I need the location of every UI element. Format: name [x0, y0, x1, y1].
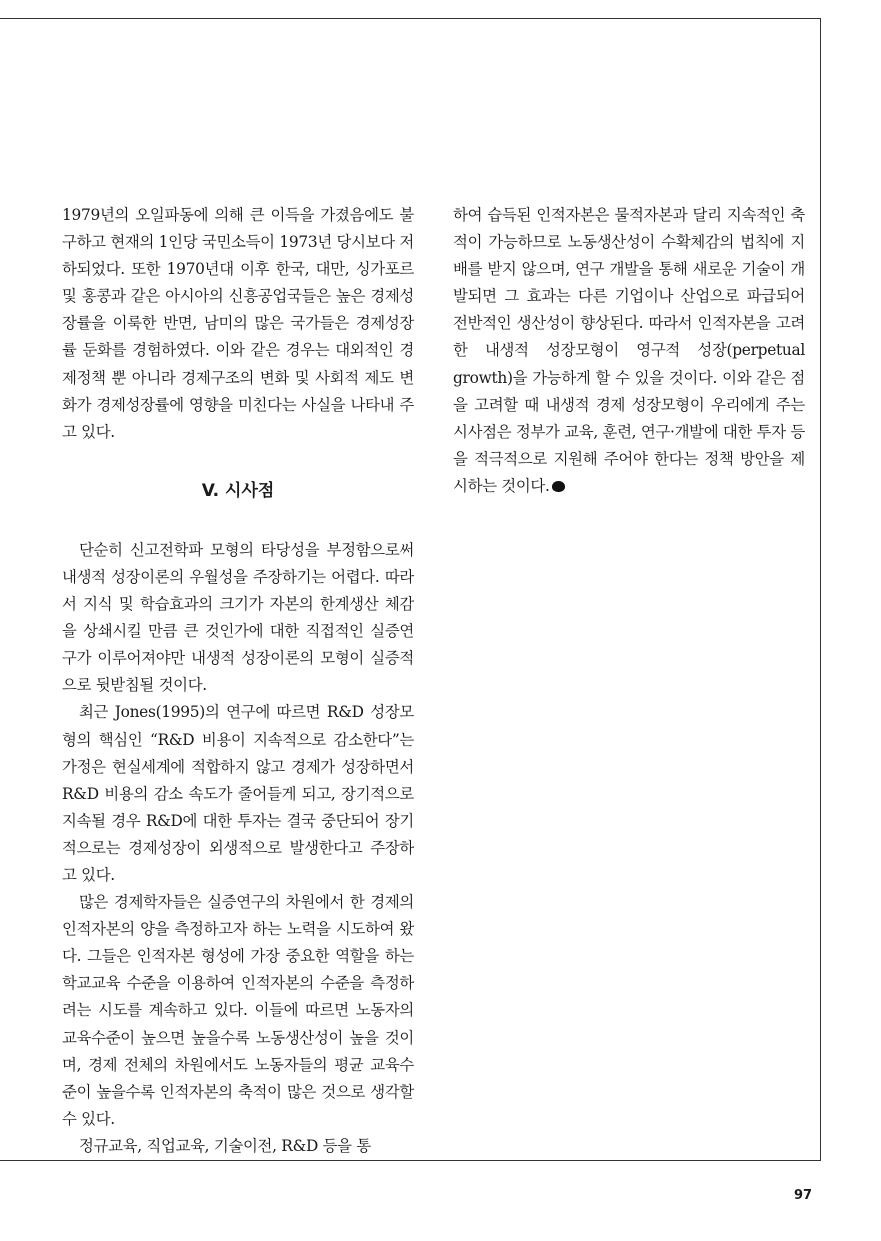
- paragraph-text: 하여 습득된 인적자본은 물적자본과 달리 지속적인 축적이 가능하므로 노동생산성이 수확체감의 법칙에 지배를 받지 않으며, 연구 개발을 통해 새로운 기술이 개발되면 그 효과는 다른 기업이나 산업으로 파급되어 전반적인 생산성이 향상된다. 따라서 인적자본을 고려한 내생적 성장모형이 영구적 성장(perpetual growth)을 가능하게 할 수 있을 것이다. 이와 같은 점을 고려할 때 내생적 경제 성장모형이 우리에게 주는 시사점은 정부가 교육, 훈련, 연구·개발에 대한 투자 등을 적극적으로 지원해 주어야 한다는 정책 방안을 제시하는 것이다.: [453, 206, 805, 495]
- left-text-column: [62, 202, 414, 1160]
- page-frame-bottom-rule: [0, 1160, 821, 1161]
- right-text-column: [453, 202, 805, 500]
- article-end-mark-icon: [552, 481, 565, 492]
- section-heading: V. 시사점: [201, 480, 275, 501]
- paragraph: 많은 경제학자들은 실증연구의 차원에서 한 경제의 인적자본의 양을 측정하고자 하는 노력을 시도하여 왔다. 그들은 인적자본 형성에 가장 중요한 역할을 하는 학교교육 수준을 이용하여 인적자본의 수준을 측정하려는 시도를 계속하고 있다. 이들에 따르면 노동자의 교육수준이 높으면 높을수록 노동생산성이 높을 것이며, 경제 전체의 차원에서도 노동자들의 평균 교육수준이 높을수록 인적자본의 축적이 많은 것으로 생각할 수 있다.: [62, 893, 414, 1128]
- page-frame-top-rule: [0, 18, 820, 19]
- paragraph-continued: [453, 202, 805, 500]
- paragraph: 최근 Jones(1995)의 연구에 따르면 R&D 성장모형의 핵심인 “R&D 비용이 지속적으로 감소한다”는 가정은 현실세계에 적합하지 않고 경제가 성장하면서 R&D 비용의 감소 속도가 줄어들게 되고, 장기적으로 지속될 경우 R&D에 대한 투자는 결국 중단되어 장기적으로는 경제성장이 외생적으로 발생한다고 주장하고 있다.: [62, 703, 414, 884]
- page-number: 97: [794, 1188, 813, 1203]
- paragraph: 단순히 신고전학파 모형의 타당성을 부정함으로써 내생적 성장이론의 우월성을 주장하기는 어렵다. 따라서 지식 및 학습효과의 크기가 자본의 한계생산 체감을 상쇄시킬 만큼 큰 것인가에 대한 직접적인 실증연구가 이루어져야만 내생적 성장이론의 모형이 실증적으로 뒷받침될 것이다.: [62, 540, 414, 695]
- paragraph: 정규교육, 직업교육, 기술이전, R&D 등을 통: [78, 1136, 371, 1155]
- paragraph-continued: 1979년의 오일파동에 의해 큰 이득을 가졌음에도 불구하고 현재의 1인당 국민소득이 1973년 당시보다 저하되었다. 또한 1970년대 이후 한국, 대만, 싱가포르 및 홍콩과 같은 아시아의 신흥공업국들은 높은 경제성장률을 이룩한 반면, 남미의 많은 국가들은 경제성장률 둔화를 경험하였다. 이와 같은 경우는 대외적인 경제정책 뿐 아니라 경제구조의 변화 및 사회적 제도 변화가 경제성장률에 영향을 미친다는 사실을 나타내 주고 있다.: [62, 206, 414, 441]
- page-frame-right-rule: [820, 18, 821, 1160]
